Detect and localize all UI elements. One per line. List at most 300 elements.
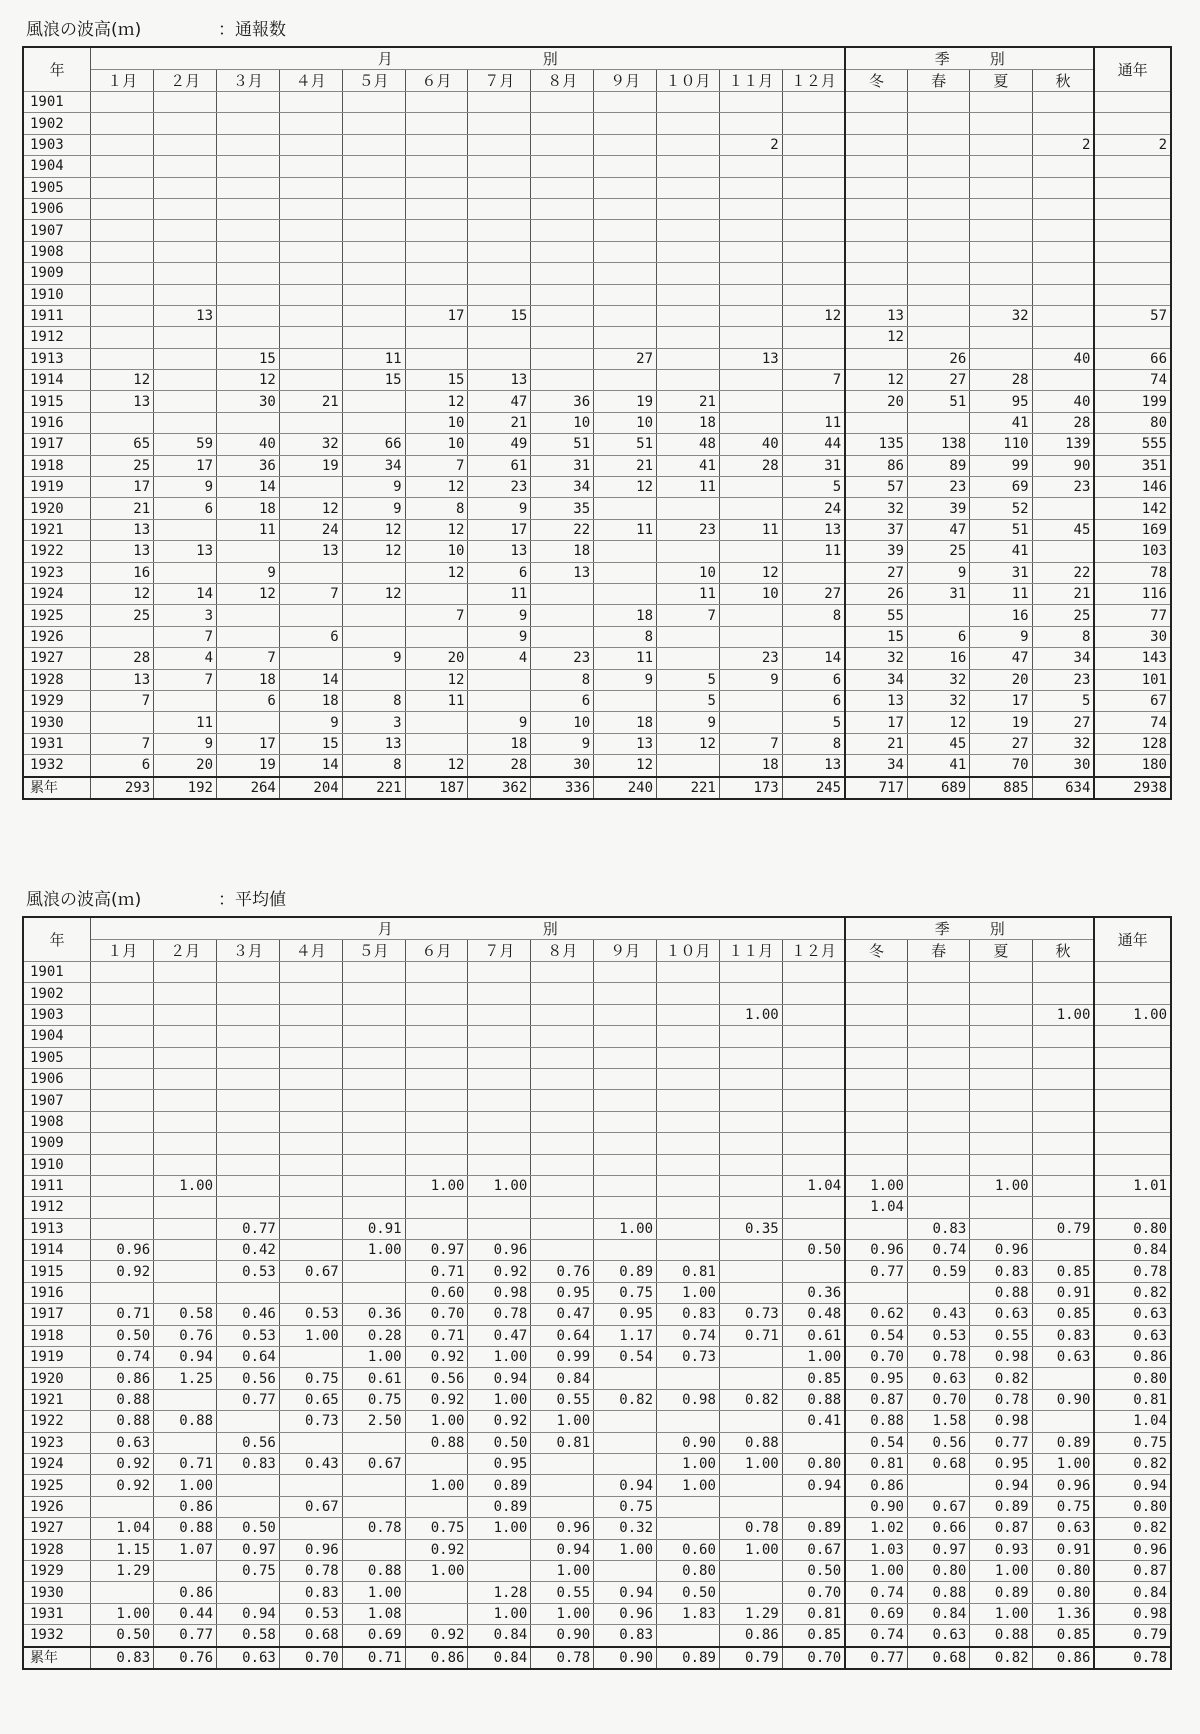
month-value-cell: 8	[405, 498, 468, 519]
season-value-cell: 0.80	[1032, 1582, 1094, 1603]
month-group-header: 月 別	[91, 917, 845, 940]
annual-value-cell	[1094, 263, 1171, 284]
season-value-cell: 1.00	[970, 1560, 1032, 1581]
month-header: ３月	[217, 940, 280, 962]
season-header: 冬	[845, 940, 907, 962]
month-value-cell: 8	[342, 690, 405, 711]
table-row	[23, 113, 1171, 134]
season-value-cell	[970, 983, 1032, 1004]
season-value-cell: 17	[970, 690, 1032, 711]
table-row	[23, 391, 1171, 412]
month-value-cell: 1.00	[657, 1282, 720, 1303]
year-cell: 1903	[23, 1004, 91, 1025]
month-value-cell: 0.88	[719, 1432, 782, 1453]
month-value-cell: 0.73	[279, 1411, 342, 1432]
month-value-cell: 173	[719, 777, 782, 799]
year-cell: 1917	[23, 434, 91, 455]
month-value-cell: 41	[657, 455, 720, 476]
month-value-cell: 0.96	[468, 1240, 531, 1261]
season-value-cell	[1032, 962, 1094, 983]
month-value-cell	[279, 241, 342, 262]
season-value-cell	[845, 983, 907, 1004]
season-value-cell	[845, 177, 907, 198]
month-value-cell: 0.88	[154, 1411, 217, 1432]
season-value-cell: 0.85	[1032, 1261, 1094, 1282]
year-cell: 1921	[23, 519, 91, 540]
month-value-cell: 1.00	[594, 1218, 657, 1239]
total-label-cell: 累年	[23, 1647, 91, 1669]
season-value-cell: 21	[1032, 583, 1094, 604]
year-cell: 1930	[23, 1582, 91, 1603]
month-value-cell: 9	[342, 477, 405, 498]
month-value-cell: 336	[531, 777, 594, 799]
season-value-cell: 0.96	[1032, 1475, 1094, 1496]
month-value-cell	[91, 1218, 154, 1239]
month-value-cell	[405, 1218, 468, 1239]
table-row	[23, 648, 1171, 669]
month-value-cell: 11	[468, 583, 531, 604]
month-value-cell	[154, 562, 217, 583]
season-value-cell	[1032, 305, 1094, 326]
month-value-cell: 18	[217, 498, 280, 519]
month-value-cell	[719, 983, 782, 1004]
month-value-cell	[594, 92, 657, 113]
annual-value-cell	[1094, 177, 1171, 198]
month-value-cell	[279, 562, 342, 583]
table-row	[23, 733, 1171, 754]
month-value-cell	[91, 305, 154, 326]
year-cell: 1922	[23, 1411, 91, 1432]
month-value-cell: 61	[468, 455, 531, 476]
month-value-cell: 1.15	[91, 1539, 154, 1560]
month-value-cell: 0.84	[531, 1368, 594, 1389]
year-cell: 1906	[23, 198, 91, 219]
season-value-cell	[970, 177, 1032, 198]
month-value-cell: 0.90	[531, 1625, 594, 1647]
month-value-cell	[468, 962, 531, 983]
season-value-cell: 16	[970, 605, 1032, 626]
month-value-cell	[531, 284, 594, 305]
month-value-cell	[782, 156, 845, 177]
month-value-cell: 0.70	[405, 1304, 468, 1325]
year-cell: 1906	[23, 1068, 91, 1089]
month-value-cell	[342, 1282, 405, 1303]
annual-value-cell: 142	[1094, 498, 1171, 519]
month-value-cell	[154, 983, 217, 1004]
month-value-cell	[405, 712, 468, 733]
month-value-cell	[342, 626, 405, 647]
table-row	[23, 583, 1171, 604]
month-header: ７月	[468, 70, 531, 92]
annual-value-cell: 0.75	[1094, 1432, 1171, 1453]
month-value-cell	[279, 1026, 342, 1047]
month-value-cell	[657, 1496, 720, 1517]
season-value-cell: 0.86	[1032, 1647, 1094, 1669]
month-value-cell	[342, 1475, 405, 1496]
month-header: ９月	[594, 70, 657, 92]
month-value-cell	[719, 1347, 782, 1368]
season-value-cell: 0.43	[907, 1304, 969, 1325]
year-cell: 1925	[23, 1475, 91, 1496]
month-value-cell	[719, 1026, 782, 1047]
season-value-cell: 9	[907, 562, 969, 583]
season-value-cell: 70	[970, 755, 1032, 777]
month-value-cell	[217, 983, 280, 1004]
month-value-cell: 0.95	[531, 1282, 594, 1303]
month-value-cell	[531, 263, 594, 284]
annual-value-cell: 0.87	[1094, 1560, 1171, 1581]
month-value-cell: 0.64	[531, 1325, 594, 1346]
month-value-cell: 10	[531, 412, 594, 433]
season-value-cell: 13	[845, 305, 907, 326]
month-value-cell: 221	[657, 777, 720, 799]
month-value-cell	[279, 1175, 342, 1196]
month-value-cell	[279, 305, 342, 326]
month-value-cell	[405, 92, 468, 113]
month-value-cell	[657, 962, 720, 983]
month-value-cell: 0.75	[342, 1389, 405, 1410]
month-value-cell: 0.98	[468, 1282, 531, 1303]
month-value-cell	[719, 370, 782, 391]
year-cell: 1915	[23, 391, 91, 412]
month-value-cell	[594, 198, 657, 219]
month-value-cell: 293	[91, 777, 154, 799]
season-value-cell	[1032, 1240, 1094, 1261]
month-value-cell	[217, 1175, 280, 1196]
month-value-cell: 9	[468, 498, 531, 519]
year-cell: 1907	[23, 220, 91, 241]
month-value-cell	[91, 348, 154, 369]
month-value-cell: 0.75	[594, 1282, 657, 1303]
month-value-cell	[657, 1218, 720, 1239]
month-value-cell	[657, 263, 720, 284]
month-value-cell: 0.71	[405, 1325, 468, 1346]
month-value-cell: 27	[782, 583, 845, 604]
month-value-cell: 0.89	[594, 1261, 657, 1282]
month-value-cell	[719, 1261, 782, 1282]
season-value-cell	[970, 1197, 1032, 1218]
season-value-cell	[907, 1111, 969, 1132]
month-value-cell	[91, 1282, 154, 1303]
season-value-cell: 52	[970, 498, 1032, 519]
month-value-cell	[154, 1389, 217, 1410]
annual-value-cell: 103	[1094, 541, 1171, 562]
month-value-cell: 0.98	[657, 1389, 720, 1410]
season-value-cell: 27	[907, 370, 969, 391]
month-value-cell	[154, 1240, 217, 1261]
month-value-cell	[342, 284, 405, 305]
year-cell: 1901	[23, 92, 91, 113]
annual-value-cell: 0.84	[1094, 1240, 1171, 1261]
month-value-cell: 12	[594, 477, 657, 498]
month-value-cell	[279, 198, 342, 219]
month-value-cell	[719, 113, 782, 134]
annual-value-cell	[1094, 1154, 1171, 1175]
month-value-cell: 0.81	[782, 1603, 845, 1624]
table-row	[23, 962, 1171, 983]
month-value-cell: 13	[91, 519, 154, 540]
season-value-cell: 0.75	[1032, 1496, 1094, 1517]
month-value-cell	[531, 983, 594, 1004]
month-value-cell: 1.28	[468, 1582, 531, 1603]
month-value-cell: 18	[594, 712, 657, 733]
month-value-cell	[719, 1411, 782, 1432]
month-value-cell: 30	[217, 391, 280, 412]
month-value-cell: 10	[594, 412, 657, 433]
season-value-cell: 51	[907, 391, 969, 412]
season-value-cell	[1032, 1175, 1094, 1196]
month-value-cell: 21	[91, 498, 154, 519]
season-value-cell	[907, 1154, 969, 1175]
season-value-cell	[1032, 1111, 1094, 1132]
month-value-cell: 0.63	[217, 1647, 280, 1669]
month-value-cell	[342, 1068, 405, 1089]
month-value-cell	[657, 113, 720, 134]
table-row	[23, 198, 1171, 219]
year-cell: 1910	[23, 1154, 91, 1175]
month-value-cell	[91, 1047, 154, 1068]
month-value-cell: 0.55	[531, 1389, 594, 1410]
month-value-cell: 1.04	[91, 1518, 154, 1539]
annual-value-cell: 30	[1094, 626, 1171, 647]
season-value-cell: 0.74	[845, 1625, 907, 1647]
season-value-cell	[1032, 92, 1094, 113]
month-value-cell	[657, 541, 720, 562]
season-value-cell: 0.70	[907, 1389, 969, 1410]
table-row	[23, 519, 1171, 540]
month-value-cell	[217, 1197, 280, 1218]
month-value-cell	[531, 241, 594, 262]
month-value-cell: 8	[782, 733, 845, 754]
month-value-cell	[91, 1496, 154, 1517]
month-value-cell	[531, 1154, 594, 1175]
month-value-cell: 12	[342, 541, 405, 562]
season-value-cell: 0.78	[970, 1389, 1032, 1410]
month-value-cell	[594, 1133, 657, 1154]
month-value-cell: 34	[531, 477, 594, 498]
month-value-cell	[657, 177, 720, 198]
month-value-cell	[91, 983, 154, 1004]
month-value-cell: 6	[217, 690, 280, 711]
month-value-cell: 13	[719, 348, 782, 369]
season-value-cell: 0.77	[845, 1261, 907, 1282]
month-value-cell: 0.85	[782, 1625, 845, 1647]
annual-value-cell: 169	[1094, 519, 1171, 540]
month-value-cell	[405, 1496, 468, 1517]
month-value-cell	[657, 370, 720, 391]
month-value-cell: 21	[594, 455, 657, 476]
season-value-cell: 13	[845, 690, 907, 711]
month-header: １０月	[657, 70, 720, 92]
month-value-cell	[405, 1026, 468, 1047]
month-value-cell	[405, 1603, 468, 1624]
season-value-cell	[1032, 284, 1094, 305]
year-cell: 1920	[23, 498, 91, 519]
month-value-cell: 0.56	[217, 1368, 280, 1389]
annual-value-cell	[1094, 983, 1171, 1004]
season-value-cell	[845, 1133, 907, 1154]
month-value-cell: 12	[405, 755, 468, 777]
month-value-cell	[657, 626, 720, 647]
season-value-cell: 34	[1032, 648, 1094, 669]
month-value-cell	[217, 541, 280, 562]
month-value-cell: 0.78	[342, 1518, 405, 1539]
season-value-cell: 0.83	[970, 1261, 1032, 1282]
year-cell: 1905	[23, 1047, 91, 1068]
season-value-cell: 0.95	[845, 1368, 907, 1389]
month-value-cell: 12	[279, 498, 342, 519]
month-value-cell: 36	[531, 391, 594, 412]
season-value-cell: 51	[970, 519, 1032, 540]
year-cell: 1911	[23, 1175, 91, 1196]
month-value-cell	[657, 1111, 720, 1132]
month-value-cell: 24	[279, 519, 342, 540]
month-value-cell: 0.68	[279, 1625, 342, 1647]
month-value-cell: 1.29	[719, 1603, 782, 1624]
month-value-cell	[217, 1154, 280, 1175]
month-value-cell	[279, 1047, 342, 1068]
month-value-cell	[91, 1133, 154, 1154]
season-value-cell: 8	[1032, 626, 1094, 647]
month-value-cell	[217, 962, 280, 983]
month-value-cell	[719, 1582, 782, 1603]
year-cell: 1919	[23, 1347, 91, 1368]
year-cell: 1926	[23, 626, 91, 647]
month-value-cell	[657, 220, 720, 241]
month-value-cell	[782, 241, 845, 262]
month-value-cell	[279, 327, 342, 348]
month-value-cell: 7	[154, 626, 217, 647]
subheader-row	[23, 940, 1171, 962]
month-value-cell	[531, 1240, 594, 1261]
month-value-cell	[468, 1539, 531, 1560]
table-row	[23, 1304, 1171, 1325]
month-value-cell: 13	[782, 519, 845, 540]
season-header: 春	[907, 940, 969, 962]
year-cell: 1927	[23, 648, 91, 669]
season-value-cell: 885	[970, 777, 1032, 799]
season-value-cell: 0.66	[907, 1518, 969, 1539]
month-value-cell: 17	[468, 519, 531, 540]
year-cell: 1918	[23, 1325, 91, 1346]
month-value-cell	[594, 498, 657, 519]
annual-value-cell: 57	[1094, 305, 1171, 326]
annual-value-cell	[1094, 962, 1171, 983]
month-value-cell: 7	[91, 690, 154, 711]
month-value-cell	[468, 1154, 531, 1175]
season-value-cell	[907, 1026, 969, 1047]
year-cell: 1928	[23, 669, 91, 690]
month-value-cell	[154, 177, 217, 198]
month-value-cell: 0.89	[657, 1647, 720, 1669]
season-value-cell	[1032, 198, 1094, 219]
season-value-cell: 0.89	[1032, 1432, 1094, 1453]
season-value-cell	[845, 198, 907, 219]
month-value-cell: 15	[468, 305, 531, 326]
month-value-cell	[782, 1026, 845, 1047]
month-value-cell: 13	[468, 541, 531, 562]
month-value-cell: 12	[217, 370, 280, 391]
month-value-cell	[405, 962, 468, 983]
month-value-cell: 0.92	[91, 1453, 154, 1474]
season-value-cell: 16	[907, 648, 969, 669]
month-value-cell	[719, 220, 782, 241]
season-value-cell: 0.80	[907, 1560, 969, 1581]
month-value-cell: 7	[217, 648, 280, 669]
season-value-cell: 0.63	[1032, 1518, 1094, 1539]
month-value-cell: 221	[342, 777, 405, 799]
month-value-cell	[531, 177, 594, 198]
season-value-cell: 57	[845, 477, 907, 498]
month-value-cell	[719, 1475, 782, 1496]
month-value-cell: 0.96	[279, 1539, 342, 1560]
table-row	[23, 1175, 1171, 1196]
season-header: 冬	[845, 70, 907, 92]
month-value-cell: 28	[468, 755, 531, 777]
month-value-cell: 11	[782, 541, 845, 562]
month-value-cell	[405, 220, 468, 241]
season-value-cell	[1032, 1154, 1094, 1175]
month-value-cell	[594, 241, 657, 262]
season-value-cell: 0.53	[907, 1325, 969, 1346]
month-value-cell: 7	[405, 605, 468, 626]
month-value-cell: 9	[154, 733, 217, 754]
season-value-cell: 41	[970, 541, 1032, 562]
month-value-cell: 0.89	[782, 1518, 845, 1539]
season-value-cell: 34	[845, 669, 907, 690]
month-value-cell: 0.89	[468, 1496, 531, 1517]
month-value-cell	[91, 1068, 154, 1089]
season-value-cell	[907, 605, 969, 626]
month-value-cell: 10	[405, 412, 468, 433]
month-value-cell	[279, 1133, 342, 1154]
month-value-cell	[342, 241, 405, 262]
month-value-cell: 7	[782, 370, 845, 391]
annual-value-cell	[1094, 198, 1171, 219]
month-value-cell	[342, 1197, 405, 1218]
month-value-cell	[154, 1111, 217, 1132]
month-value-cell	[91, 113, 154, 134]
month-value-cell: 13	[531, 562, 594, 583]
month-value-cell: 0.77	[154, 1625, 217, 1647]
annual-value-cell: 555	[1094, 434, 1171, 455]
month-value-cell	[468, 1047, 531, 1068]
season-value-cell: 40	[1032, 391, 1094, 412]
month-value-cell: 49	[468, 434, 531, 455]
year-header: 年	[23, 47, 91, 92]
year-cell: 1921	[23, 1389, 91, 1410]
table-row	[23, 1261, 1171, 1282]
year-cell: 1931	[23, 1603, 91, 1624]
month-value-cell	[217, 263, 280, 284]
month-header: １２月	[782, 70, 845, 92]
month-value-cell	[279, 1197, 342, 1218]
annual-value-cell: 74	[1094, 370, 1171, 391]
annual-value-cell: 128	[1094, 733, 1171, 754]
month-value-cell	[405, 198, 468, 219]
season-value-cell: 0.89	[970, 1582, 1032, 1603]
month-value-cell: 1.00	[531, 1603, 594, 1624]
month-value-cell	[782, 177, 845, 198]
month-value-cell	[279, 1475, 342, 1496]
month-value-cell	[342, 605, 405, 626]
annual-value-cell: 66	[1094, 348, 1171, 369]
month-value-cell: 0.70	[782, 1647, 845, 1669]
month-value-cell	[468, 690, 531, 711]
month-value-cell	[405, 1453, 468, 1474]
month-value-cell	[91, 1175, 154, 1196]
table-row	[23, 1475, 1171, 1496]
